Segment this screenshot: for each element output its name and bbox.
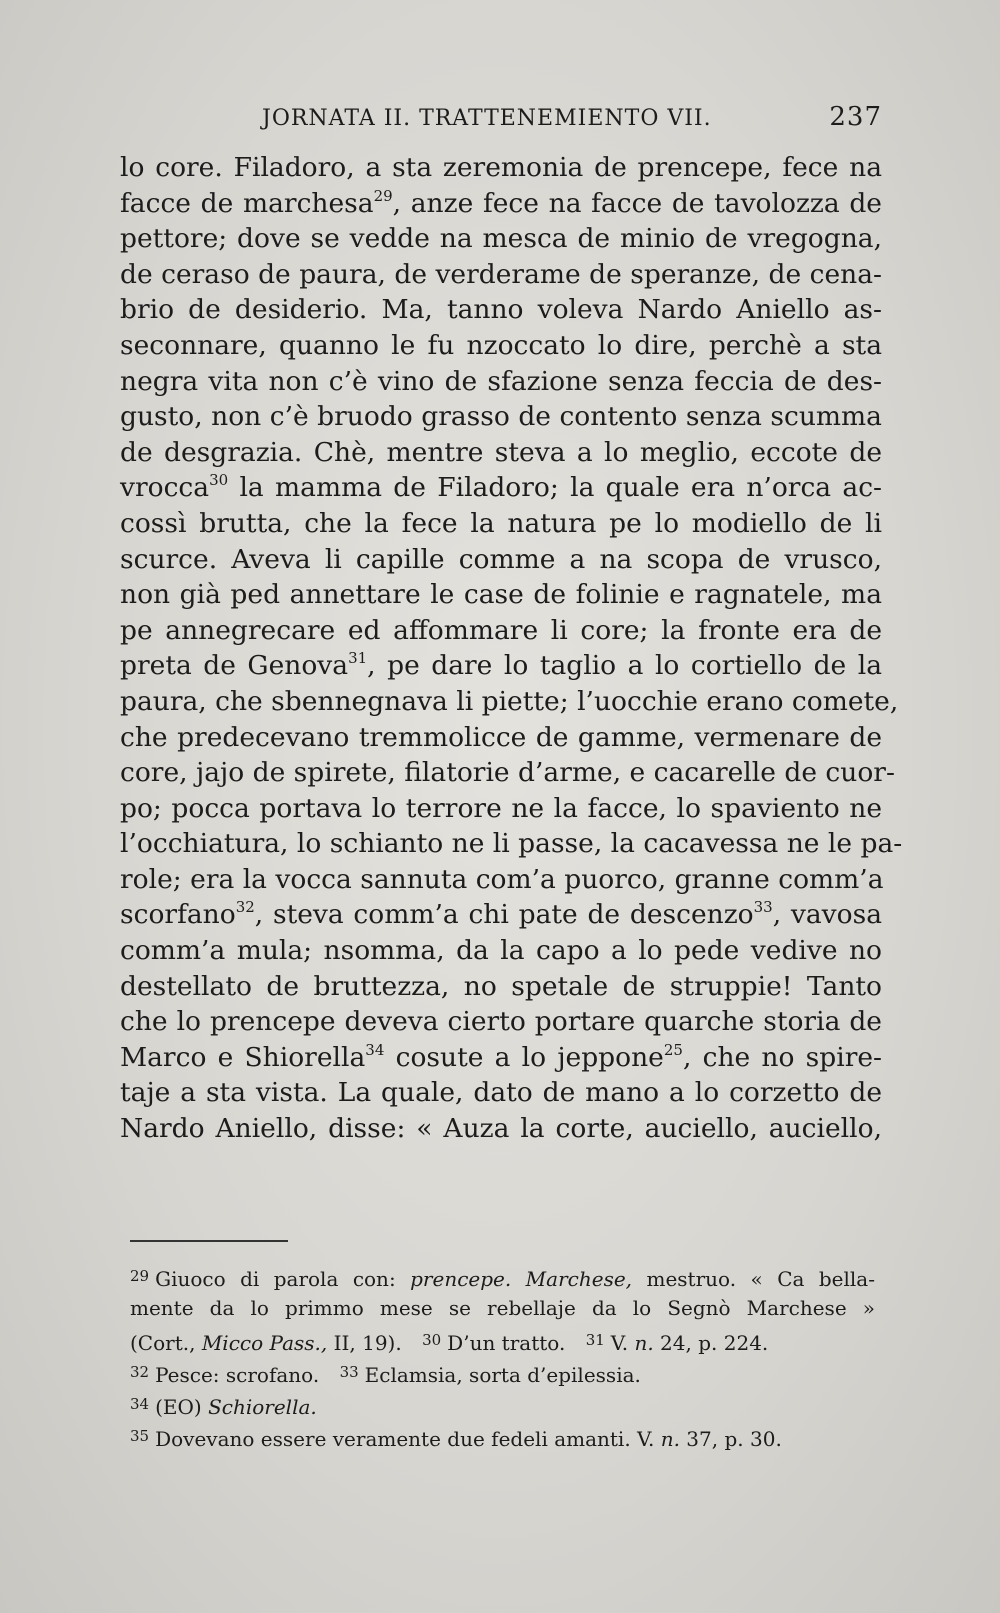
page-header	[262, 102, 882, 138]
text-line	[120, 1111, 882, 1147]
text-line	[120, 257, 882, 293]
text-segment: seconnare, quanno le fu nzoccato lo dire, perchè a sta	[120, 329, 882, 361]
text-segment: la mamma de Filadoro; la quale era n’orca ac-	[228, 472, 882, 504]
text-segment: , vavosa	[772, 899, 882, 931]
text-segment: non già ped annettare le case de folinie e ragnatele, ma	[120, 579, 882, 611]
text-segment: cossì brutta, che la fece la natura pe lo modiello de li	[120, 507, 882, 539]
text-segment: , pe dare lo taglio a lo cortiello de la	[367, 650, 882, 682]
text-line	[120, 755, 895, 791]
running-title: JORNATA II. TRATTENEMIENTO VII.	[262, 106, 712, 131]
footnote-marker: 31	[348, 649, 368, 668]
text-segment: , anze fece na facce de tavolozza de	[392, 187, 882, 219]
text-segment: facce de marchesa	[120, 187, 374, 219]
text-segment: pettore; dove se vedde na mesca de minio de vregogna,	[120, 223, 882, 255]
text-line	[120, 648, 882, 684]
footnote-marker: 30	[209, 471, 229, 490]
text-line	[120, 720, 882, 756]
text-line	[120, 897, 882, 933]
text-segment: taje a sta vista. La quale, dato de mano a lo corzetto de	[120, 1077, 882, 1109]
text-line	[120, 1004, 882, 1040]
text-line	[120, 506, 882, 542]
footnote-35: $^{35}$ Dovevano essere veramente due fedeli amanti. V. n. 37, p. 30.	[130, 1427, 782, 1451]
page-number: 237	[829, 102, 882, 132]
text-line	[120, 933, 882, 969]
footnote-marker: 33	[753, 898, 773, 917]
text-line	[120, 1040, 882, 1076]
text-line	[120, 435, 882, 471]
text-segment: lo core. Filadoro, a sta zeremonia de prencepe, fece na	[120, 152, 882, 183]
text-segment: destellato de bruttezza, no spetale de struppie! Tanto	[120, 970, 882, 1002]
text-segment: de desgrazia. Chè, mentre steva a lo meglio, eccote de	[120, 436, 882, 468]
footnote-32-33	[130, 1356, 875, 1388]
footnote-line-29-30-31: (Cort., Micco Pass., II, 19). $^{30}$ D’un tratto. $^{31}$ V. n. 24, p. 224.	[130, 1331, 769, 1355]
footnote-number: 29	[130, 1267, 150, 1285]
footnote-32: $^{32}$ Pesce: scrofano.	[130, 1363, 320, 1387]
footnotes	[130, 1260, 875, 1452]
text-line	[120, 328, 882, 364]
text-segment: Nardo Aniello, disse: « Auza la corte, auciello, auciello,	[120, 1113, 882, 1145]
footnote-31: $^{31}$ V. n. 24, p. 224.	[585, 1331, 769, 1355]
text-line	[120, 150, 882, 186]
text-segment: , steva comm’a chi pate de descenzo	[254, 899, 754, 931]
text-line	[120, 292, 882, 328]
footnote-29-cont: mente da lo primmo mese se rebellaje da lo Segnò Marchese »	[130, 1296, 875, 1320]
text-segment: preta de Genova	[120, 650, 349, 682]
text-line	[120, 221, 882, 257]
text-segment: pe annegrecare ed affommare li core; la fronte era de	[120, 614, 882, 646]
text-segment: role; era la vocca sannuta com’a puorco, granne comm’a	[120, 863, 884, 895]
footnote-33: $^{33}$ Eclamsia, sorta d’epilessia.	[339, 1363, 641, 1387]
text-line	[120, 399, 882, 435]
text-segment: l’occhiatura, lo schianto ne li passe, la cacavessa ne le pa-	[120, 828, 903, 860]
text-segment: brio de desiderio. Ma, tanno voleva Nardo Aniello as-	[120, 294, 882, 326]
text-segment: scorfano	[120, 899, 236, 931]
footnote-marker: 32	[235, 898, 255, 917]
text-line	[120, 791, 882, 827]
text-segment: che lo prencepe deveva cierto portare quarche storia de	[120, 1006, 882, 1038]
text-line	[120, 1075, 882, 1111]
footnote-30: $^{30}$ D’un tratto.	[422, 1331, 566, 1355]
footnote-34: $^{34}$ (EO) Schiorella.	[130, 1395, 317, 1419]
text-segment: negra vita non c’è vino de sfazione senza feccia de des-	[120, 365, 882, 397]
text-segment: core, jajo de spirete, filatorie d’arme, e cacarelle de cuor-	[120, 757, 895, 789]
text-segment: po; pocca portava lo terrore ne la facce, lo spaviento ne	[120, 792, 882, 824]
text-line	[120, 862, 882, 898]
text-line	[120, 969, 882, 1005]
text-segment: , che no spire-	[682, 1041, 883, 1073]
footnote-rule	[130, 1240, 288, 1242]
text-line	[120, 470, 882, 506]
main-text	[120, 150, 903, 1147]
text-segment: comm’a mula; nsomma, da la capo a lo pede vedive no	[120, 935, 882, 967]
text-line	[120, 186, 882, 222]
text-line	[120, 542, 882, 578]
footnote-marker: 34	[365, 1040, 385, 1059]
text-line	[120, 364, 882, 400]
text-segment: che predecevano tremmolicce de gamme, vermenare de	[120, 721, 882, 753]
text-line	[120, 577, 882, 613]
text-segment: scurce. Aveva li capille comme a na scopa de vrusco,	[120, 543, 882, 575]
footnote-marker: 29	[373, 186, 393, 205]
text-segment: Marco e Shiorella	[120, 1041, 366, 1073]
text-segment: paura, che sbennegnava li piette; l’uocchie erano comete,	[120, 685, 899, 717]
footnote-29: $^{29}$ Giuoco di parola con: prencepe. Marchese, mestruo. « Ca bella-	[130, 1267, 875, 1291]
text-segment: vrocca	[120, 472, 210, 504]
footnote-marker: 25	[663, 1040, 683, 1059]
text-segment: cosute a lo jeppone	[384, 1041, 664, 1073]
text-line	[120, 684, 899, 720]
text-line	[120, 826, 903, 862]
text-line	[120, 613, 882, 649]
text-segment: gusto, non c’è bruodo grasso de contento senza scumma	[120, 401, 882, 433]
text-segment: de ceraso de paura, de verderame de speranze, de cena-	[120, 258, 882, 290]
